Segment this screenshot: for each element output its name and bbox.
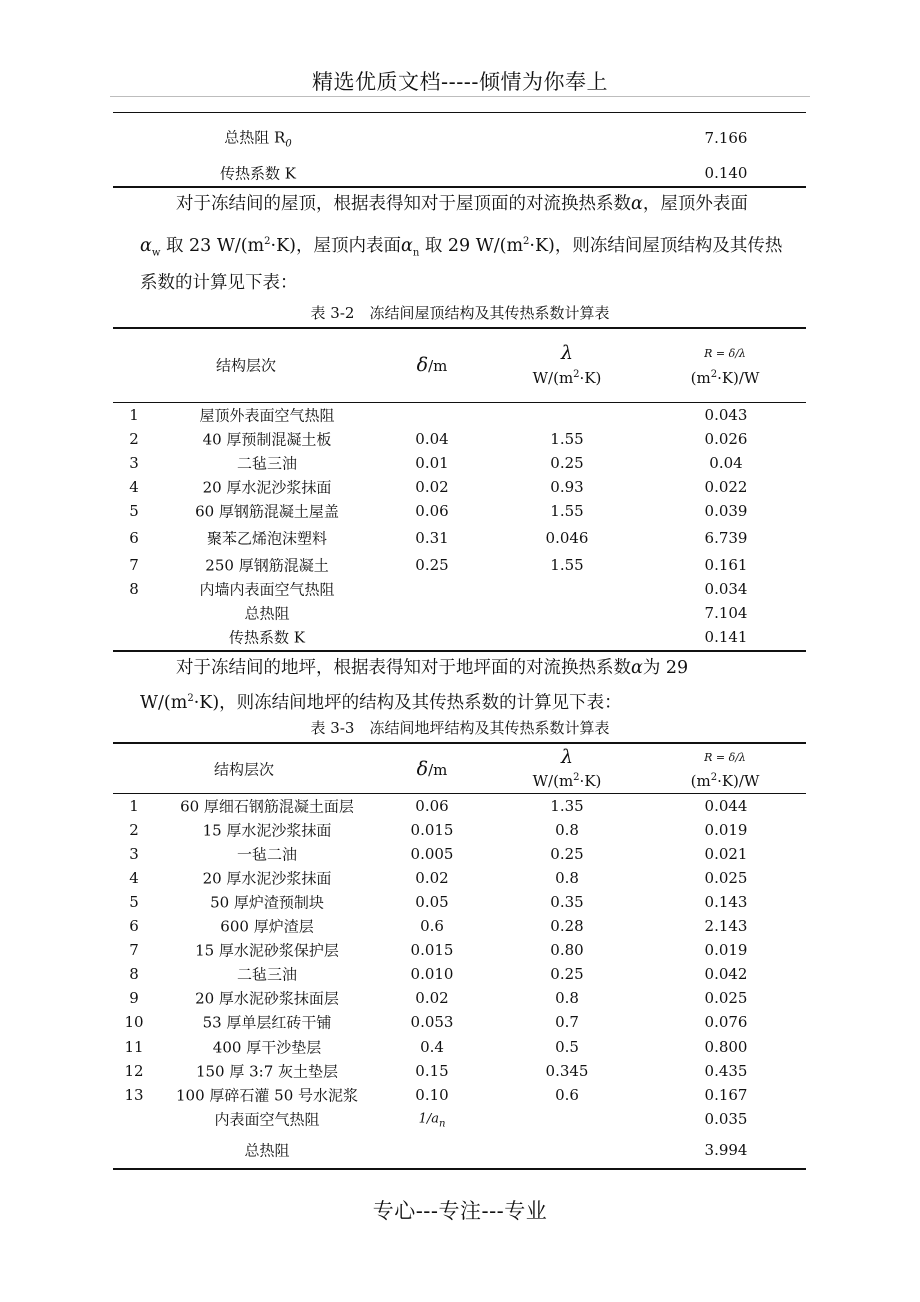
cell-layer-name: 20 厚水泥砂浆抹面层 <box>195 989 339 1008</box>
cell-layer-name: 屋顶外表面空气热阻 <box>199 406 335 425</box>
table-3-3-bottom-rule <box>113 1168 806 1170</box>
cell-conductivity: 0.5 <box>555 1038 579 1056</box>
cell-thickness: 0.10 <box>415 1086 449 1104</box>
cell-row-number: 4 <box>129 478 139 496</box>
cell-row-number: 7 <box>129 941 139 959</box>
cell-thickness: 0.02 <box>415 869 449 887</box>
total-resistance-r0-value: 7.166 <box>704 129 748 147</box>
cell-resistance: 0.019 <box>704 821 748 839</box>
cell-resistance: 0.076 <box>704 1013 748 1031</box>
cell-layer-name: 总热阻 <box>244 604 290 623</box>
paragraph-roof-line2: $\alpha_w$ 取 23 $W/(m^2\cdot K)$，屋顶内表面$\alpha_n$ 取 29 $W/(m^2\cdot K)$，则冻结间屋顶结构及其传热 <box>140 235 783 259</box>
cell-thickness: 0.02 <box>415 478 449 496</box>
cell-conductivity: 0.8 <box>555 869 579 887</box>
table-3-3-head-lambda-unit: $W/(m^2\cdot K)$ <box>532 772 602 790</box>
cell-row-number: 3 <box>129 454 139 472</box>
cell-layer-name: 二毡三油 <box>236 454 298 473</box>
cell-row-number: 1 <box>129 797 139 815</box>
table-3-3-head-rule <box>113 793 806 794</box>
cell-layer-name: 100 厚碎石灌 50 号水泥浆 <box>175 1086 359 1105</box>
paragraph-roof-line1: 对于冻结间的屋顶，根据表得知对于屋顶面的对流换热系数α，屋顶外表面 <box>176 194 748 214</box>
cell-layer-name: 聚苯乙烯泡沫塑料 <box>206 529 328 548</box>
cell-layer-name: 内表面空气热阻 <box>214 1110 320 1129</box>
cell-thickness: 0.053 <box>410 1013 454 1031</box>
cell-row-number: 10 <box>124 1013 144 1031</box>
cell-layer-name: 一毡二油 <box>236 845 298 864</box>
table-top-rule <box>113 112 806 113</box>
cell-row-number: 6 <box>129 917 139 935</box>
cell-thickness: 0.6 <box>420 917 444 935</box>
cell-thickness: 0.31 <box>415 529 449 547</box>
cell-resistance: 0.025 <box>704 869 748 887</box>
total-resistance-r0-label: 总热阻 $R_0$ <box>224 128 292 150</box>
cell-row-number: 2 <box>129 821 139 839</box>
cell-resistance: 0.026 <box>704 430 748 448</box>
cell-conductivity: 0.6 <box>555 1086 579 1104</box>
cell-thickness: 0.015 <box>410 821 454 839</box>
cell-thickness: 0.01 <box>415 454 449 472</box>
cell-conductivity: 0.80 <box>550 941 584 959</box>
cell-row-number: 9 <box>129 989 139 1007</box>
cell-row-number: 4 <box>129 869 139 887</box>
cell-row-number: 1 <box>129 406 139 424</box>
cell-thickness: 0.4 <box>420 1038 444 1056</box>
cell-thickness: 0.010 <box>410 965 454 983</box>
cell-layer-name: 60 厚钢筋混凝土屋盖 <box>195 502 339 521</box>
table-3-2-head-rule <box>113 402 806 403</box>
table-3-2-head-delta: δ/m <box>416 354 448 376</box>
cell-conductivity: 0.8 <box>555 821 579 839</box>
cell-conductivity: 0.25 <box>550 845 584 863</box>
cell-resistance: 0.435 <box>704 1062 748 1080</box>
cell-resistance: 0.022 <box>704 478 748 496</box>
cell-layer-name: 内墙内表面空气热阻 <box>199 580 335 599</box>
cell-resistance: 0.143 <box>704 893 748 911</box>
cell-row-number: 12 <box>124 1062 144 1080</box>
table-3-3-head-delta: δ/m <box>416 758 448 780</box>
cell-row-number: 8 <box>129 580 139 598</box>
table-3-2-head-layer: 结构层次 <box>215 356 277 375</box>
cell-layer-name: 400 厚干沙垫层 <box>212 1038 322 1057</box>
paragraph-floor-line2: $W/(m^2\cdot K)$，则冻结间地坪的结构及其传热系数的计算见下表： <box>140 692 622 713</box>
cell-row-number: 6 <box>129 529 139 547</box>
cell-resistance: 0.044 <box>704 797 748 815</box>
cell-resistance: 0.021 <box>704 845 748 863</box>
cell-row-number: 13 <box>124 1086 144 1104</box>
cell-resistance: 0.04 <box>709 454 743 472</box>
cell-layer-name: 40 厚预制混凝土板 <box>202 430 332 449</box>
cell-thickness: 0.005 <box>410 845 454 863</box>
table-3-2-top-rule <box>113 327 806 329</box>
table-3-2-head-lambda-unit: $W/(m^2\cdot K)$ <box>532 369 602 387</box>
cell-layer-name: 15 厚水泥沙浆抹面 <box>202 821 332 840</box>
cell-conductivity: 0.35 <box>550 893 584 911</box>
cell-row-number: 5 <box>129 893 139 911</box>
cell-layer-name: 150 厚 3:7 灰土垫层 <box>195 1062 339 1081</box>
cell-thickness: 0.05 <box>415 893 449 911</box>
cell-thickness: 0.02 <box>415 989 449 1007</box>
cell-conductivity: 0.93 <box>550 478 584 496</box>
cell-thickness: 0.25 <box>415 556 449 574</box>
table-3-3-top-rule <box>113 742 806 744</box>
table-3-2-head-r-formula: R = δ/λ <box>704 347 746 360</box>
cell-resistance: 0.039 <box>704 502 748 520</box>
cell-layer-name: 二毡三油 <box>236 965 298 984</box>
cell-layer-name: 50 厚炉渣预制块 <box>210 893 324 912</box>
cell-layer-name: 600 厚炉渣层 <box>220 917 314 936</box>
cell-layer-name: 20 厚水泥沙浆抹面 <box>202 478 332 497</box>
cell-thickness: 0.015 <box>410 941 454 959</box>
table-3-2-head-r-unit: $(m^2\cdot K)/W$ <box>690 369 760 387</box>
cell-thickness: 0.15 <box>415 1062 449 1080</box>
heat-transfer-k-label: 传热系数 K <box>220 164 296 183</box>
table-3-3-head-layer: 结构层次 <box>213 760 275 779</box>
cell-resistance: 3.994 <box>704 1141 748 1159</box>
cell-resistance: 0.141 <box>704 628 748 646</box>
table-3-2-caption: 表 3-2 冻结间屋顶结构及其传热系数计算表 <box>310 304 610 322</box>
cell-row-number: 8 <box>129 965 139 983</box>
cell-layer-name: 传热系数 K <box>229 628 305 647</box>
paragraph-floor-line1: 对于冻结间的地坪，根据表得知对于地坪面的对流换热系数α为 29 <box>176 658 689 678</box>
cell-resistance: 0.167 <box>704 1086 748 1104</box>
cell-resistance: 0.034 <box>704 580 748 598</box>
cell-conductivity: 1.35 <box>550 797 584 815</box>
cell-conductivity: 0.28 <box>550 917 584 935</box>
cell-row-number: 11 <box>124 1038 144 1056</box>
cell-resistance: 7.104 <box>704 604 748 622</box>
page-header: 精选优质文档-----倾情为你奉上 <box>312 70 608 94</box>
cell-thickness: 0.06 <box>415 502 449 520</box>
cell-layer-name: 53 厚单层红砖干铺 <box>202 1013 332 1032</box>
cell-resistance: 0.043 <box>704 406 748 424</box>
cell-resistance: 0.035 <box>704 1110 748 1128</box>
cell-resistance: 0.019 <box>704 941 748 959</box>
cell-row-number: 7 <box>129 556 139 574</box>
cell-conductivity: 1.55 <box>550 430 584 448</box>
cell-thickness: 0.06 <box>415 797 449 815</box>
cell-conductivity: 0.8 <box>555 989 579 1007</box>
cell-layer-name: 15 厚水泥砂浆保护层 <box>195 941 339 960</box>
cell-conductivity: 0.25 <box>550 454 584 472</box>
table-3-3-head-r-unit: $(m^2\cdot K)/W$ <box>690 772 760 790</box>
cell-resistance: 0.800 <box>704 1038 748 1056</box>
cell-conductivity: 0.7 <box>555 1013 579 1031</box>
cell-thickness: 0.04 <box>415 430 449 448</box>
cell-layer-name: 总热阻 <box>244 1141 290 1160</box>
page-footer: 专心---专注---专业 <box>372 1199 548 1223</box>
cell-conductivity: 1.55 <box>550 502 584 520</box>
cell-conductivity: 0.25 <box>550 965 584 983</box>
cell-conductivity: 0.345 <box>545 1062 589 1080</box>
table-3-3-head-r-formula: R = δ/λ <box>704 751 746 764</box>
cell-layer-name: 20 厚水泥沙浆抹面 <box>202 869 332 888</box>
cell-resistance: 0.042 <box>704 965 748 983</box>
table-3-2-head-lambda: λ <box>560 342 574 364</box>
cell-conductivity: 1.55 <box>550 556 584 574</box>
table-3-3-caption: 表 3-3 冻结间地坪结构及其传热系数计算表 <box>310 719 610 737</box>
cell-row-number: 5 <box>129 502 139 520</box>
cell-row-number: 2 <box>129 430 139 448</box>
cell-conductivity: 0.046 <box>545 529 589 547</box>
cell-thickness: $1/a_n$ <box>418 1111 446 1130</box>
cell-layer-name: 250 厚钢筋混凝土 <box>205 556 329 575</box>
header-rule <box>110 96 810 97</box>
cell-resistance: 6.739 <box>704 529 748 547</box>
heat-transfer-k-value: 0.140 <box>704 164 748 182</box>
table-3-3-head-lambda: λ <box>560 746 574 768</box>
cell-row-number: 3 <box>129 845 139 863</box>
cell-layer-name: 60 厚细石钢筋混凝土面层 <box>180 797 354 816</box>
cell-resistance: 0.025 <box>704 989 748 1007</box>
cell-resistance: 2.143 <box>704 917 748 935</box>
cell-resistance: 0.161 <box>704 556 748 574</box>
paragraph-roof-line3: 系数的计算见下表： <box>140 273 298 293</box>
